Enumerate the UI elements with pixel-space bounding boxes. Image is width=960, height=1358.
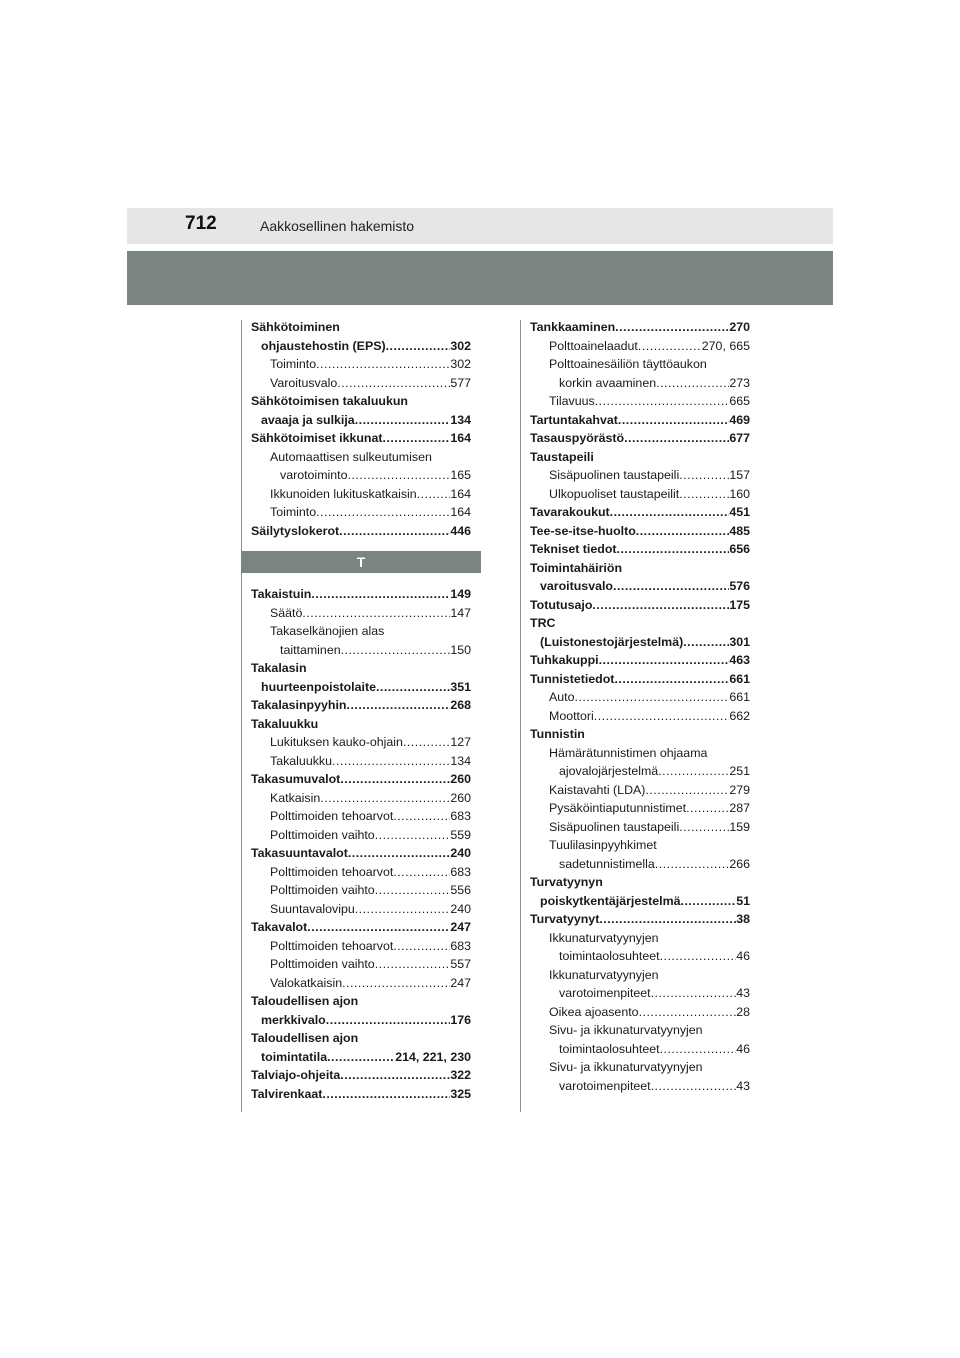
entry-term: Tankkaaminen <box>530 320 616 334</box>
entry-page-ref: 302 <box>450 338 471 353</box>
dot-leader <box>348 466 451 485</box>
entry-term: Takaluukku <box>270 753 332 768</box>
entry-page-ref: 559 <box>450 827 471 842</box>
entry-page-ref: 214, 221, 230 <box>395 1049 471 1064</box>
entry-term: Polttoainelaadut <box>549 338 638 353</box>
index-entry <box>251 392 471 411</box>
entry-term: Tuhkakuppi <box>530 653 599 667</box>
index-entry <box>530 910 750 929</box>
entry-page-ref: 485 <box>729 523 750 538</box>
entry-page-ref: 164 <box>450 486 471 501</box>
dot-leader <box>307 918 450 937</box>
entry-term: Säätö <box>270 605 303 620</box>
index-entry <box>251 1085 471 1104</box>
entry-page-ref: 164 <box>450 505 471 519</box>
index-entry <box>251 355 471 374</box>
index-entry <box>530 929 750 948</box>
entry-term: Sähkötoiminen <box>251 320 340 334</box>
dot-leader <box>679 466 729 485</box>
entry-term: varoitusvalo <box>540 579 613 593</box>
entry-page-ref: 576 <box>729 579 750 593</box>
dot-leader <box>615 318 729 337</box>
entry-page-ref: 43 <box>736 986 750 1000</box>
entry-term: huurteenpoistolaite <box>261 679 376 694</box>
entry-term: Takalasin <box>251 661 307 675</box>
dot-leader <box>658 762 729 781</box>
entry-term: Ikkunoiden lukituskatkaisin <box>270 486 417 501</box>
entry-page-ref: 51 <box>736 893 750 908</box>
entry-term: taittaminen <box>280 642 341 657</box>
dot-leader <box>595 392 730 411</box>
entry-term: Auto <box>549 690 575 704</box>
index-entry <box>251 485 471 504</box>
entry-term: Tasauspyörästö <box>530 431 625 445</box>
entry-term: varotoiminto <box>280 468 348 482</box>
dot-leader <box>639 1003 737 1022</box>
entry-page-ref: 240 <box>450 846 471 860</box>
index-entry <box>251 974 471 993</box>
dot-leader <box>660 1040 737 1059</box>
entry-term: varotoimenpiteet <box>559 1078 651 1093</box>
entry-term: Katkaisin <box>270 790 321 805</box>
entry-term: Tartuntakahvat <box>530 412 618 427</box>
dot-leader <box>610 503 730 522</box>
index-entry <box>530 318 750 337</box>
index-entry <box>251 844 471 863</box>
index-entry <box>530 614 750 633</box>
index-entry <box>251 1011 471 1030</box>
entry-page-ref: 157 <box>729 468 750 482</box>
entry-term: poiskytkentäjärjestelmä <box>540 893 681 908</box>
index-entry <box>530 688 750 707</box>
dot-leader <box>614 670 729 689</box>
dot-leader <box>316 503 450 522</box>
entry-term: Taloudellisen ajon <box>251 1031 359 1045</box>
entry-term: Turvatyynyt <box>530 912 600 926</box>
entry-page-ref: 247 <box>450 920 471 934</box>
index-entry <box>530 855 750 874</box>
dot-leader <box>638 337 702 356</box>
index-entry <box>251 937 471 956</box>
dot-leader <box>341 641 451 660</box>
index-entry <box>530 984 750 1003</box>
entry-page-ref: 150 <box>450 642 471 657</box>
entry-page-ref: 661 <box>729 690 750 704</box>
entry-term: Polttimoiden vaihto <box>270 827 375 842</box>
entry-term: ohjaustehostin (EPS) <box>261 338 386 353</box>
index-entry <box>251 503 471 522</box>
entry-page-ref: 270, 665 <box>701 338 750 353</box>
entry-term: Toiminto <box>270 357 317 371</box>
dot-leader <box>660 947 737 966</box>
column-rule-left <box>241 320 242 1112</box>
index-entry <box>530 744 750 763</box>
index-entry <box>530 337 750 356</box>
index-entry <box>251 696 471 715</box>
dot-leader <box>339 522 450 541</box>
entry-page-ref: 165 <box>450 468 471 482</box>
index-entry <box>251 585 471 604</box>
entry-term: Sivu- ja ikkunaturvatyynyjen <box>549 1060 703 1074</box>
entry-term: Toimintahäiriön <box>530 560 623 575</box>
index-entry <box>251 881 471 900</box>
entry-term: Pysäköintiaputunnistimet <box>549 801 687 815</box>
entry-page-ref: 28 <box>736 1004 750 1019</box>
index-entry <box>530 355 750 374</box>
entry-page-ref: 260 <box>450 790 471 805</box>
entry-term: Polttimoiden tehoarvot <box>270 938 394 953</box>
index-entry <box>251 1048 471 1067</box>
dot-leader <box>575 688 730 707</box>
dot-leader <box>618 411 729 430</box>
entry-term: Ulkopuoliset taustapeilit <box>549 486 680 501</box>
index-entry <box>251 622 471 641</box>
index-entry <box>251 1066 471 1085</box>
entry-term: Automaattisen sulkeutumisen <box>270 449 432 464</box>
index-entry <box>251 992 471 1011</box>
index-entry <box>251 318 471 337</box>
entry-term: Tee-se-itse-huolto <box>530 523 636 538</box>
entry-page-ref: 134 <box>450 753 471 768</box>
dot-leader <box>342 974 450 993</box>
dot-leader <box>302 604 450 623</box>
entry-term: Hämärätunnistimen ohjaama <box>549 745 708 760</box>
index-entry <box>251 918 471 937</box>
entry-page-ref: 322 <box>450 1068 471 1082</box>
entry-term: Tavarakoukut <box>530 505 610 519</box>
page-header <box>127 208 833 244</box>
entry-term: korkin avaaminen <box>559 375 657 390</box>
dot-leader <box>383 429 451 448</box>
entry-page-ref: 247 <box>450 975 471 990</box>
index-entry <box>251 770 471 789</box>
entry-term: Sivu- ja ikkunaturvatyynyjen <box>549 1023 703 1037</box>
entry-term: Takavalot <box>251 920 308 934</box>
entry-page-ref: 287 <box>729 801 750 815</box>
index-entry <box>530 670 750 689</box>
entry-page-ref: 683 <box>450 864 471 879</box>
index-column-right <box>530 318 750 1095</box>
entry-term: TRC <box>530 616 556 630</box>
dot-leader <box>326 1011 451 1030</box>
index-entry <box>251 900 471 919</box>
entry-term: Moottori <box>549 708 594 723</box>
entry-term: Polttimoiden tehoarvot <box>270 864 394 879</box>
index-entry <box>530 448 750 467</box>
entry-term: Sisäpuolinen taustapeili <box>549 468 680 482</box>
dot-leader <box>679 818 729 837</box>
entry-term: avaaja ja sulkija <box>261 412 355 427</box>
entry-page-ref: 46 <box>736 1041 750 1056</box>
entry-page-ref: 160 <box>729 486 750 501</box>
index-column-left <box>251 318 471 1103</box>
entry-term: Takalasinpyyhin <box>251 698 347 712</box>
index-entry <box>530 818 750 837</box>
index-entry <box>530 503 750 522</box>
entry-page-ref: 266 <box>729 856 750 871</box>
index-entry <box>251 807 471 826</box>
entry-page-ref: 451 <box>729 505 750 519</box>
entry-term: Toiminto <box>270 505 317 519</box>
entry-term: Suuntavalovipu <box>270 901 355 916</box>
index-entry <box>530 799 750 818</box>
entry-term: Tuulilasinpyyhkimet <box>549 838 657 852</box>
index-entry <box>530 651 750 670</box>
index-entry <box>251 604 471 623</box>
entry-term: Oikea ajoasento <box>549 1004 639 1019</box>
dot-leader <box>327 1048 395 1067</box>
entry-page-ref: 325 <box>450 1086 471 1101</box>
index-entry <box>530 596 750 615</box>
dot-leader <box>592 596 729 615</box>
entry-page-ref: 557 <box>450 957 471 971</box>
entry-page-ref: 127 <box>450 735 471 749</box>
entry-term: Sisäpuolinen taustapeili <box>549 819 680 834</box>
entry-term: Totutusajo <box>530 597 593 612</box>
entry-page-ref: 273 <box>729 375 750 390</box>
entry-page-ref: 251 <box>729 764 750 778</box>
entry-page-ref: 577 <box>450 375 471 390</box>
entry-page-ref: 556 <box>450 883 471 897</box>
entry-page-ref: 240 <box>450 901 471 916</box>
entry-page-ref: 662 <box>729 708 750 723</box>
index-entry <box>251 752 471 771</box>
index-entry <box>530 466 750 485</box>
entry-page-ref: 46 <box>736 949 750 963</box>
dot-leader <box>651 1077 737 1096</box>
entry-page-ref: 683 <box>450 938 471 953</box>
index-entry <box>251 955 471 974</box>
entry-term: Talvirenkaat <box>251 1086 323 1101</box>
dot-leader <box>347 696 451 715</box>
entry-term: Takasuuntavalot <box>251 846 348 860</box>
entry-term: Taustapeili <box>530 449 594 464</box>
index-entry <box>251 429 471 448</box>
index-entry <box>530 873 750 892</box>
entry-page-ref: 665 <box>729 394 750 408</box>
index-entry <box>251 659 471 678</box>
page-title: Aakkosellinen hakemisto <box>260 218 415 234</box>
index-entry <box>530 429 750 448</box>
index-entry <box>530 374 750 393</box>
entry-term: Takasumuvalot <box>251 772 341 786</box>
index-entry <box>251 411 471 430</box>
dot-leader <box>651 984 737 1003</box>
index-entry <box>530 892 750 911</box>
entry-page-ref: 147 <box>450 605 471 620</box>
entry-page-ref: 677 <box>729 431 750 445</box>
entry-term: toimintatila <box>261 1049 328 1064</box>
index-entry <box>530 1077 750 1096</box>
section-letter-heading: T <box>241 551 481 573</box>
index-entry <box>530 1040 750 1059</box>
index-entry <box>530 633 750 652</box>
dot-leader <box>332 752 450 771</box>
entry-page-ref: 351 <box>450 679 471 694</box>
index-entry <box>530 411 750 430</box>
dot-leader <box>311 585 450 604</box>
entry-page-ref: 43 <box>736 1078 750 1093</box>
dot-leader <box>375 826 451 845</box>
entry-term: Kaistavahti (LDA) <box>549 782 646 797</box>
index-entry <box>251 466 471 485</box>
index-entry <box>530 485 750 504</box>
entry-page-ref: 446 <box>450 523 471 538</box>
index-entry <box>251 1029 471 1048</box>
entry-term: sadetunnistimella <box>559 856 655 871</box>
entry-term: ajovalojärjestelmä <box>559 764 659 778</box>
dot-leader <box>393 937 450 956</box>
dot-leader <box>683 633 729 652</box>
dot-leader <box>393 863 450 882</box>
index-entry <box>530 522 750 541</box>
dot-leader <box>599 651 730 670</box>
entry-page-ref: 175 <box>729 597 750 612</box>
index-entry <box>530 725 750 744</box>
entry-term: Sähkötoimisen takaluukun <box>251 394 408 408</box>
entry-term: merkkivalo <box>261 1012 326 1027</box>
entry-term: Talviajo-ohjeita <box>251 1068 341 1082</box>
entry-term: Tunnistin <box>530 727 585 741</box>
index-entry <box>530 836 750 855</box>
index-entry <box>251 826 471 845</box>
dot-leader <box>337 374 450 393</box>
dot-leader <box>655 855 730 874</box>
entry-term: toimintaolosuhteet <box>559 1041 660 1056</box>
index-entry <box>530 392 750 411</box>
dot-leader <box>322 1085 450 1104</box>
entry-page-ref: 469 <box>729 412 750 427</box>
index-entry <box>251 733 471 752</box>
index-entry <box>251 522 471 541</box>
index-entry <box>530 559 750 578</box>
entry-term: toimintaolosuhteet <box>559 949 660 963</box>
dot-leader <box>599 910 736 929</box>
index-entry <box>251 374 471 393</box>
dot-leader <box>393 807 450 826</box>
page-number: 712 <box>185 213 217 234</box>
dot-leader <box>617 540 730 559</box>
index-entry <box>251 448 471 467</box>
entry-term: Tekniset tiedot <box>530 542 617 556</box>
entry-page-ref: 301 <box>729 634 750 649</box>
entry-term: Lukituksen kauko-ohjain <box>270 735 403 749</box>
entry-page-ref: 656 <box>729 542 750 556</box>
entry-page-ref: 463 <box>729 653 750 667</box>
index-entry <box>251 863 471 882</box>
dot-leader <box>645 781 729 800</box>
index-entry <box>251 715 471 734</box>
dot-leader <box>375 881 451 900</box>
entry-term: varotoimenpiteet <box>559 986 651 1000</box>
index-entry <box>530 966 750 985</box>
entry-term: Tilavuus <box>549 394 595 408</box>
index-entry <box>251 789 471 808</box>
dot-leader <box>624 429 729 448</box>
entry-page-ref: 134 <box>450 412 471 427</box>
index-entry <box>530 1021 750 1040</box>
index-entry <box>530 762 750 781</box>
index-entry <box>530 781 750 800</box>
dot-leader <box>376 678 450 697</box>
dot-leader <box>636 522 730 541</box>
entry-term: Ikkunaturvatyynyjen <box>549 967 659 982</box>
entry-page-ref: 270 <box>729 320 750 334</box>
entry-page-ref: 159 <box>729 819 750 834</box>
entry-page-ref: 176 <box>450 1012 471 1027</box>
entry-page-ref: 661 <box>729 671 750 686</box>
entry-page-ref: 164 <box>450 431 471 445</box>
dot-leader <box>613 577 729 596</box>
entry-term: Ikkunaturvatyynyjen <box>549 930 659 945</box>
entry-term: Polttimoiden vaihto <box>270 883 375 897</box>
index-entry <box>530 1058 750 1077</box>
dot-leader <box>375 955 451 974</box>
column-rule-right <box>520 320 521 1112</box>
entry-page-ref: 302 <box>450 357 471 371</box>
index-entry <box>251 678 471 697</box>
dot-leader <box>386 337 451 356</box>
dot-leader <box>316 355 450 374</box>
index-entry <box>530 577 750 596</box>
entry-page-ref: 683 <box>450 809 471 823</box>
dot-leader <box>348 844 450 863</box>
entry-page-ref: 260 <box>450 772 471 786</box>
dot-leader <box>681 892 737 911</box>
entry-page-ref: 268 <box>450 698 471 712</box>
index-entry <box>530 947 750 966</box>
entry-page-ref: 279 <box>729 782 750 797</box>
dot-leader <box>340 770 450 789</box>
dot-leader <box>656 374 729 393</box>
entry-term: Varoitusvalo <box>270 375 338 390</box>
entry-term: Valokatkaisin <box>270 975 343 990</box>
dot-leader <box>320 789 450 808</box>
entry-term: Polttoainesäiliön täyttöaukon <box>549 357 707 371</box>
dot-leader <box>417 485 451 504</box>
entry-term: (Luistonestojärjestelmä) <box>540 634 684 649</box>
entry-term: Takaluukku <box>251 716 319 731</box>
entry-term: Polttimoiden vaihto <box>270 957 375 971</box>
entry-term: Turvatyynyn <box>530 875 603 889</box>
dot-leader <box>355 900 451 919</box>
header-band <box>127 251 833 305</box>
entry-page-ref: 38 <box>736 912 750 926</box>
index-entry <box>530 1003 750 1022</box>
entry-term: Tunnistetiedot <box>530 671 615 686</box>
entry-term: Takaselkänojien alas <box>270 624 385 638</box>
entry-term: Polttimoiden tehoarvot <box>270 809 394 823</box>
entry-term: Säilytyslokerot <box>251 523 340 538</box>
dot-leader <box>686 799 729 818</box>
entry-page-ref: 149 <box>450 587 471 601</box>
entry-term: Taloudellisen ajon <box>251 994 359 1008</box>
index-entry <box>251 641 471 660</box>
dot-leader <box>594 707 730 726</box>
dot-leader <box>403 733 450 752</box>
dot-leader <box>355 411 451 430</box>
dot-leader <box>340 1066 450 1085</box>
index-entry <box>251 337 471 356</box>
dot-leader <box>679 485 729 504</box>
index-entry <box>530 540 750 559</box>
entry-term: Takaistuin <box>251 587 312 601</box>
entry-term: Sähkötoimiset ikkunat <box>251 431 383 445</box>
index-entry <box>530 707 750 726</box>
